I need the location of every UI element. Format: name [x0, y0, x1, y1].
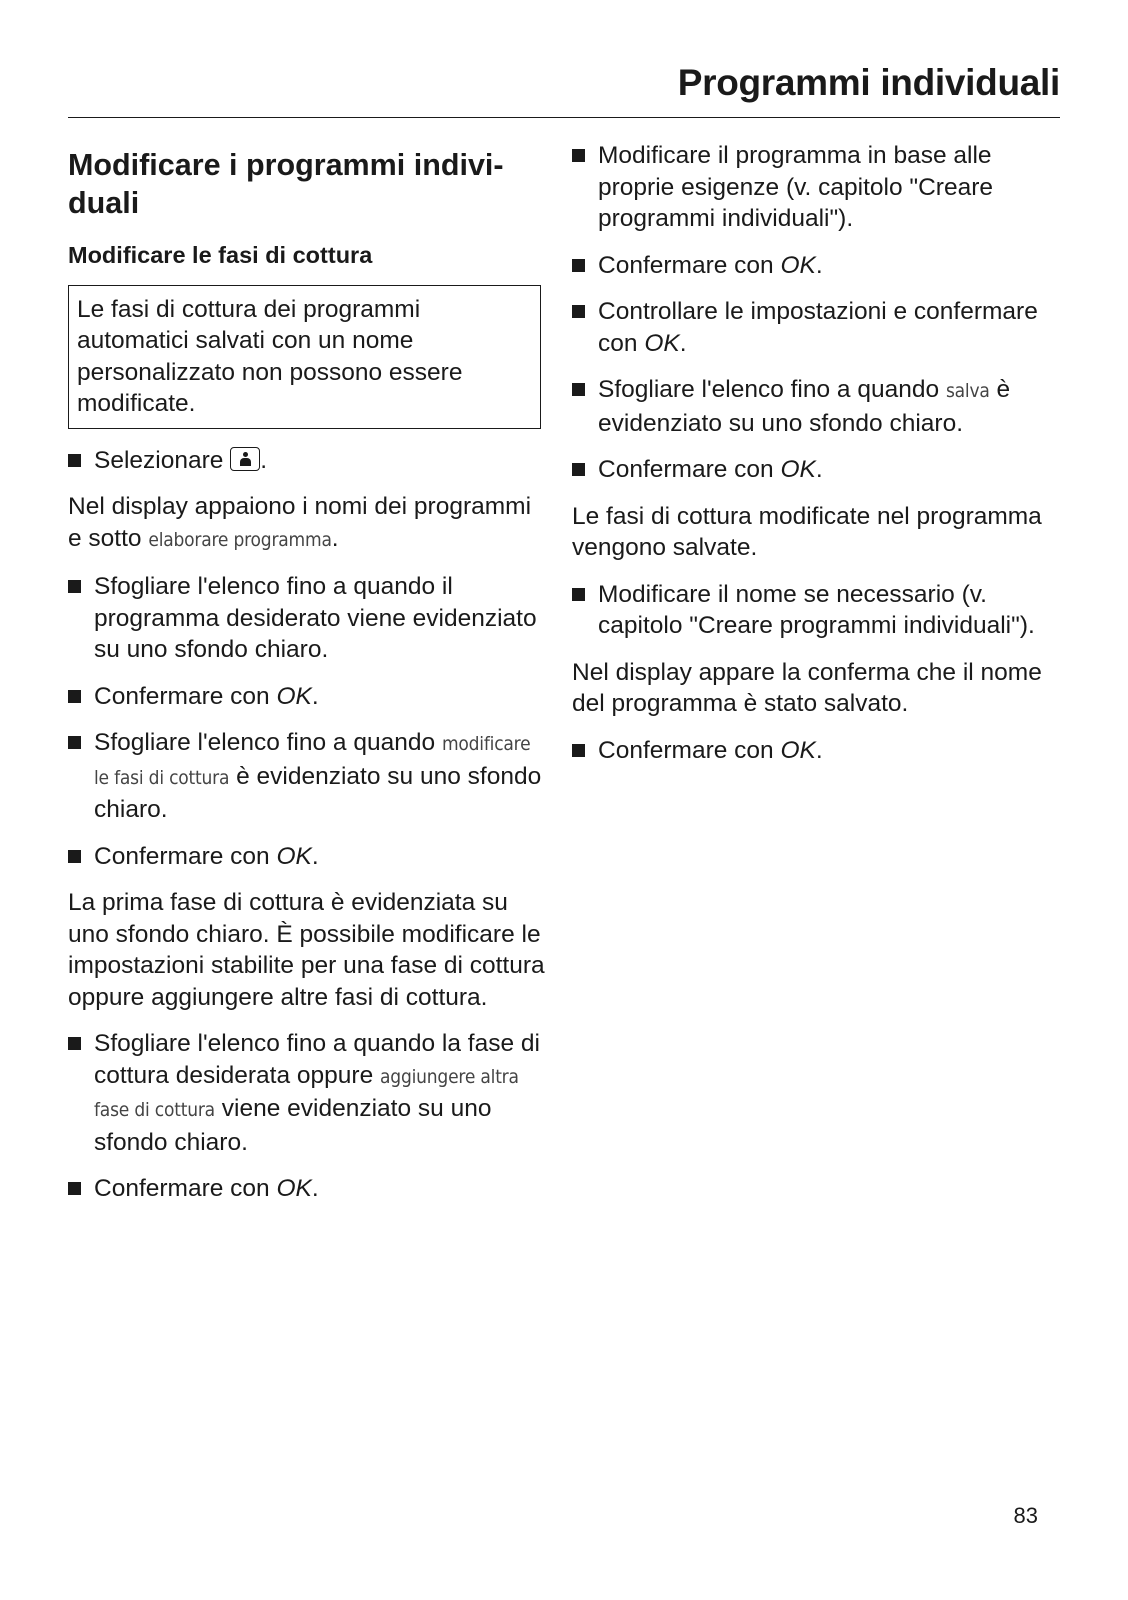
bullet-square-icon — [68, 454, 81, 467]
ok-key-label: OK — [780, 736, 816, 764]
paragraph: La prima fase di cottura è evidenziata su uno sfondo chiaro. È possibile modificare le impostazioni stabilite per una fase di cottura oppure aggiungere altre fasi di cottura. — [68, 889, 545, 1011]
ok-key-label: OK — [644, 329, 680, 357]
bullet-square-icon — [68, 850, 81, 863]
instruction-step: Confermare con OK. — [68, 841, 548, 873]
bullet-square-icon — [572, 149, 585, 162]
right-column — [572, 140, 1062, 781]
bullet-square-icon — [68, 1182, 81, 1195]
display-text: aggiungere altra fase di cottura — [94, 1065, 519, 1121]
section-heading: Modificare i programmi indivi- duali — [68, 148, 504, 220]
left-column — [68, 140, 548, 1220]
instruction-step: Selezionare . — [68, 445, 548, 477]
instruction-step: Sfogliare l'elenco fino a quando modificare le fasi di cottura è evidenziato su uno sfondo chiaro. — [68, 727, 548, 826]
paragraph: Nel display appaiono i nomi dei programmi e sotto elaborare programma. — [68, 493, 532, 552]
bullet-square-icon — [572, 744, 585, 757]
ok-key-label: OK — [276, 682, 312, 710]
ok-key-label: OK — [276, 1175, 312, 1202]
page-header-title: Programmi individuali — [677, 62, 1060, 103]
paragraph: Le fasi di cottura modificate nel programma vengono salvate. — [572, 502, 1042, 561]
bullet-square-icon — [572, 588, 585, 601]
bullet-square-icon — [68, 690, 81, 703]
instruction-step: Controllare le impostazioni e confermare con OK. — [572, 296, 1062, 359]
bullet-square-icon — [68, 736, 81, 749]
instruction-step: Sfogliare l'elenco fino a quando il programma desiderato viene evidenziato su uno sfondo chiaro. — [68, 571, 548, 666]
header-divider — [68, 117, 1060, 118]
display-text: elaborare programma — [148, 528, 332, 551]
ok-key-label: OK — [276, 842, 312, 870]
instruction-step: Confermare con OK. — [68, 1173, 548, 1205]
instruction-step: Confermare con OK. — [68, 681, 548, 713]
bullet-square-icon — [68, 580, 81, 593]
instruction-step: Sfogliare l'elenco fino a quando salva è evidenziato su uno sfondo chiaro. — [572, 374, 1062, 439]
instruction-step: Confermare con OK. — [572, 454, 1062, 486]
display-text: salva — [945, 380, 990, 402]
bullet-square-icon — [572, 259, 585, 272]
bullet-square-icon — [68, 1037, 81, 1050]
instruction-step: Confermare con OK. — [572, 250, 1062, 282]
instruction-step: Sfogliare l'elenco fino a quando la fase di cottura desiderata oppure aggiungere altra fase di cottura viene evidenziato su uno sfondo chiaro. — [68, 1028, 548, 1158]
display-text: modificare le fasi di cottura — [94, 733, 531, 789]
note-box: Le fasi di cottura dei programmi automatici salvati con un nome personalizzato non possono essere modificate. — [68, 285, 541, 429]
paragraph: Nel display appare la conferma che il nome del programma è stato salvato. — [572, 658, 1042, 717]
instruction-step: Confermare con OK. — [572, 735, 1062, 767]
bullet-square-icon — [572, 305, 585, 318]
instruction-step: Modificare il programma in base alle proprie esigenze (v. capitolo "Creare programmi individuali"). — [572, 140, 1062, 235]
bullet-square-icon — [572, 463, 585, 476]
ok-key-label: OK — [780, 251, 816, 279]
subsection-heading: Modificare le fasi di cottura — [68, 242, 373, 268]
bullet-square-icon — [572, 383, 585, 396]
ok-key-label: OK — [780, 456, 816, 483]
user-program-key-icon — [230, 447, 260, 471]
page-number: 83 — [1013, 1503, 1038, 1528]
instruction-step: Modificare il nome se necessario (v. capitolo "Creare programmi individuali"). — [572, 579, 1062, 642]
